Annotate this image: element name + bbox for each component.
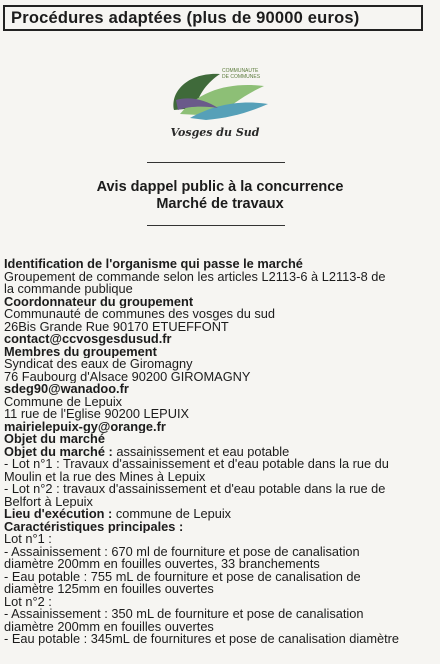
divider-bottom [147, 225, 285, 226]
body-line: Caractéristiques principales : [4, 520, 184, 533]
body-line: diamètre 200mm en fouilles ouvertes, 33 branchements [4, 558, 320, 571]
body-line: - Eau potable : 755 mL de fourniture et pose de canalisation de [4, 570, 361, 583]
body-line: Membres du groupement [4, 345, 157, 358]
body-line: Commune de Lepuix [4, 395, 123, 408]
body-line-label: Lieu d'exécution : [4, 508, 116, 521]
body-line: Moulin et la rue des Mines à Lepuix [4, 470, 206, 483]
section-header [3, 5, 423, 31]
body-line-value: assainissement et eau potable [116, 445, 290, 458]
body-line: Belfort à Lepuix [4, 495, 93, 508]
leaf-logo-icon [160, 60, 280, 130]
logo-name: Vosges du Sud [170, 126, 260, 139]
divider-top [147, 162, 285, 163]
body-line: Lot n°1 : [4, 533, 52, 546]
body-line: la commande publique [4, 283, 133, 296]
body-line: - Lot n°1 : Travaux d'assainissement et d'eau potable dans la rue du [4, 458, 389, 471]
section-title: Procédures adaptées (plus de 90000 euros) [11, 8, 360, 27]
body-line: Communauté de communes des vosges du sud [4, 308, 276, 321]
body-line: - Assainissement : 350 mL de fourniture et pose de canalisation [4, 608, 364, 621]
body-line-value: commune de Lepuix [115, 508, 232, 521]
body-line: sdeg90@wanadoo.fr [4, 383, 129, 396]
body-line-label: Objet du marché : [4, 445, 117, 458]
body-line [4, 508, 436, 521]
body-line: 26Bis Grande Rue 90170 ETUEFFONT [4, 320, 229, 333]
body-line: - Assainissement : 670 ml de fourniture et pose de canalisation [4, 545, 360, 558]
vosges-du-sud-logo [160, 60, 280, 150]
body-line: 76 Faubourg d'Alsace 90200 GIROMAGNY [4, 370, 251, 383]
body-line: diamètre 125mm en fouilles ouvertes [4, 583, 214, 596]
body-line: Lot n°2 : [4, 595, 52, 608]
body-line: - Lot n°2 : travaux d'assainissement et d'eau potable dans la rue de [4, 483, 386, 496]
logo-org-line2: DE COMMUNES [222, 74, 261, 80]
notice-subtitle: Marché de travaux [156, 196, 284, 212]
body-line: - Eau potable : 345mL de fournitures et pose de canalisation diamètre [4, 633, 400, 646]
body-line: mairielepuix-gy@orange.fr [4, 420, 166, 433]
body-line: Objet du marché [4, 433, 105, 446]
body-line: Syndicat des eaux de Giromagny [4, 358, 193, 371]
body-line: Groupement de commande selon les articles L2113-6 à L2113-8 de [4, 270, 386, 283]
body-line: Identification de l'organisme qui passe le marché [4, 258, 303, 271]
body-line: Coordonnateur du groupement [4, 295, 194, 308]
body-line: 11 rue de l'Eglise 90200 LEPUIX [4, 408, 190, 421]
body-line: diamètre 200mm en fouilles ouvertes [4, 620, 214, 633]
body-line [4, 446, 436, 459]
logo-org-line1: COMMUNAUTE [222, 68, 259, 74]
notice-body [4, 258, 436, 646]
body-line: contact@ccvosgesdusud.fr [4, 333, 172, 346]
notice-title: Avis dappel public à la concurrence [96, 179, 344, 195]
